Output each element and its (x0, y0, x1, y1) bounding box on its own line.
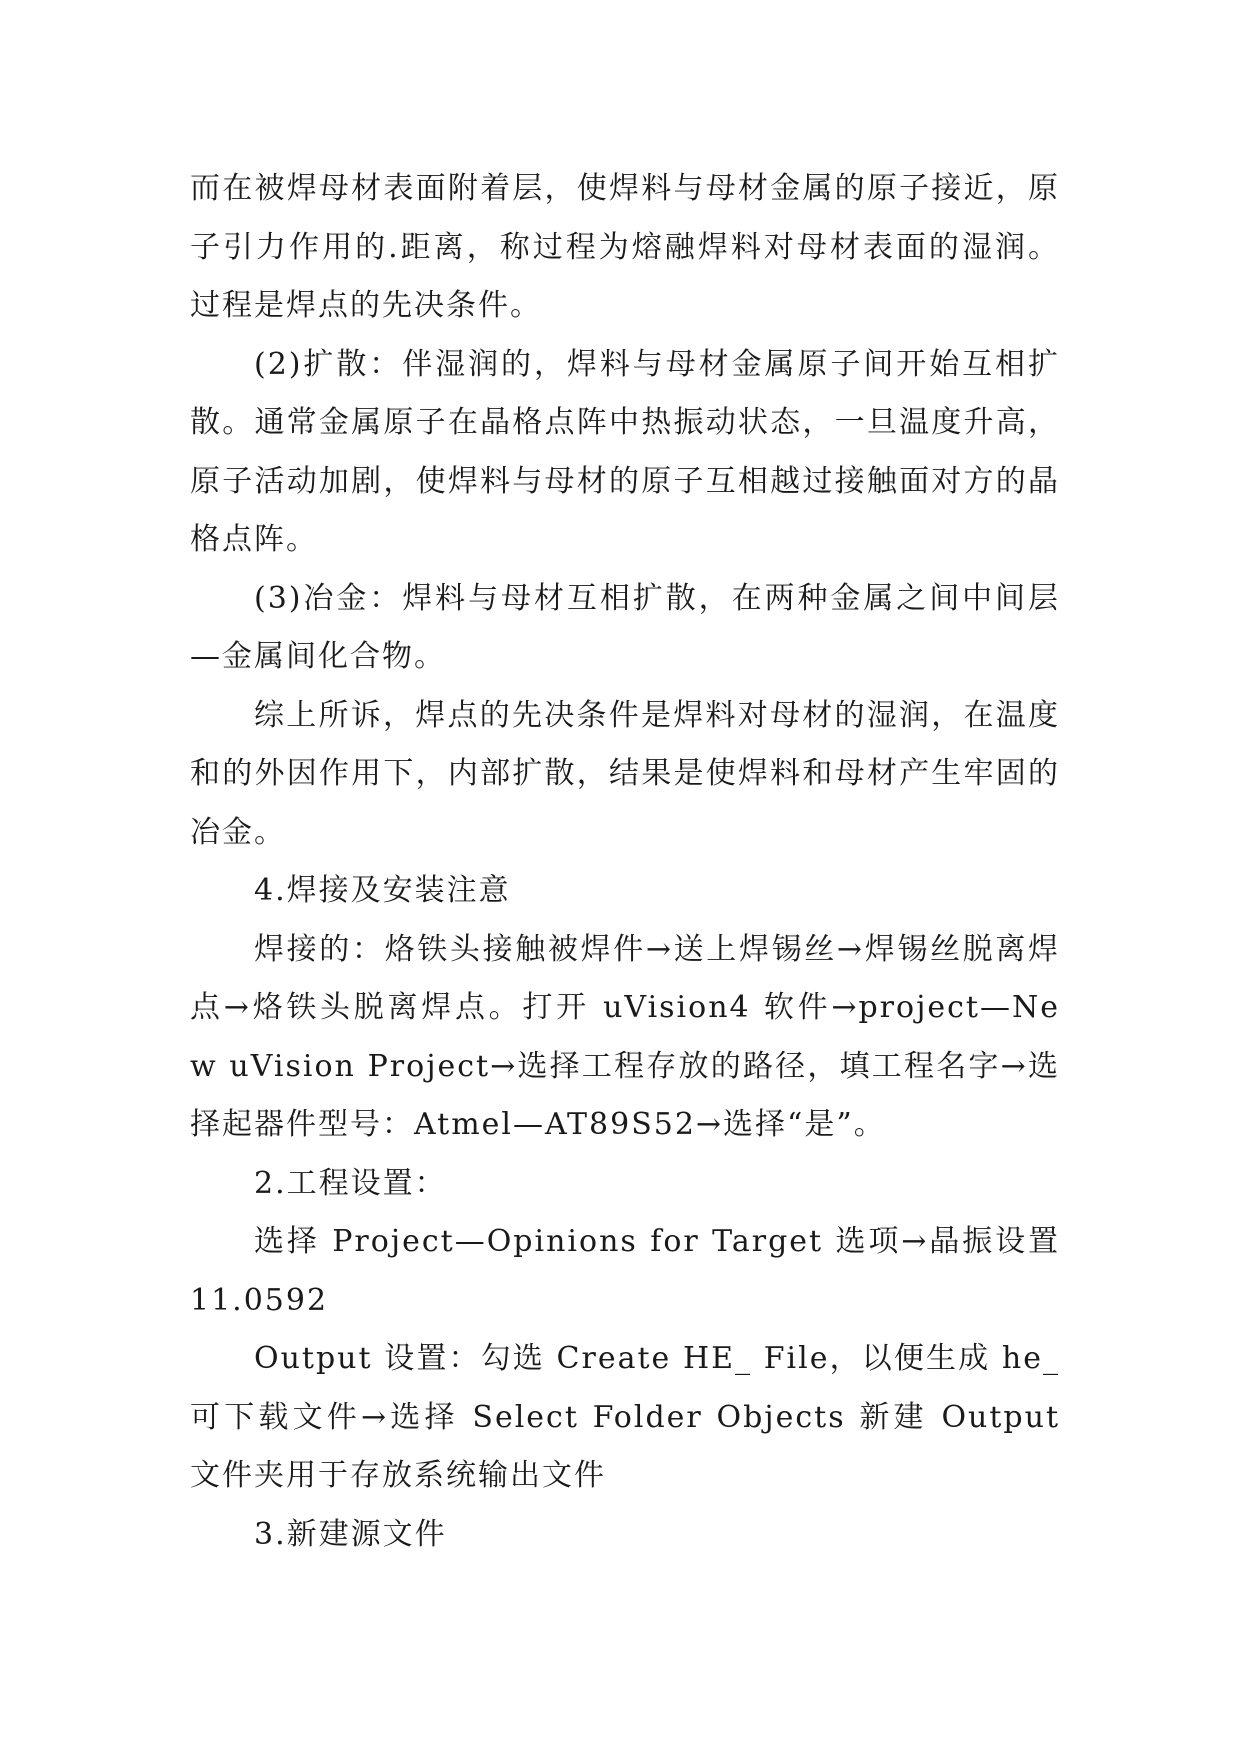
section-heading-new-source: 3.新建源文件 (254, 1516, 447, 1552)
paragraph-output-settings: Output 设置：勾选 Create HE_ File，以便生成 he_可下载文件→选择 Select Folder Objects 新建 Output 文件夹用于存放系统输出文件 (190, 1341, 1060, 1493)
section-heading-project-settings: 2.工程设置： (254, 1165, 447, 1201)
paragraph-soldering-steps: 焊接的：烙铁头接触被焊件→送上焊锡丝→焊锡丝脱离焊点→烙铁头脱离焊点。打开 uVision4 软件→project—New uVision Project→选择工程存放的路径，填工程名字→选择起器件型号：Atmel—AT89S52→选择“是”。 (190, 931, 1060, 1142)
section-heading-soldering: 4.焊接及安装注意 (254, 873, 511, 908)
paragraph-metallurgy: (3)冶金：焊料与母材互相扩散，在两种金属之间中间层—金属间化合物。 (190, 580, 1060, 674)
paragraph-wetting: 而在被焊母材表面附着层，使焊料与母材金属的原子接近，原子引力作用的.距离，称过程为熔融焊料对母材表面的湿润。过程是焊点的先决条件。 (190, 171, 1060, 323)
document-body (190, 160, 1060, 1564)
paragraph-diffusion: (2)扩散：伴湿润的，焊料与母材金属原子间开始互相扩散。通常金属原子在晶格点阵中热振动状态，一旦温度升高，原子活动加剧，使焊料与母材的原子互相越过接触面对方的晶格点阵。 (190, 346, 1060, 557)
paragraph-target-options: 选择 Project—Opinions for Target 选项→晶振设置 11.0592 (190, 1224, 1060, 1318)
paragraph-summary: 综上所诉，焊点的先决条件是焊料对母材的湿润，在温度和的外因作用下，内部扩散，结果是使焊料和母材产生牢固的冶金。 (190, 697, 1060, 850)
